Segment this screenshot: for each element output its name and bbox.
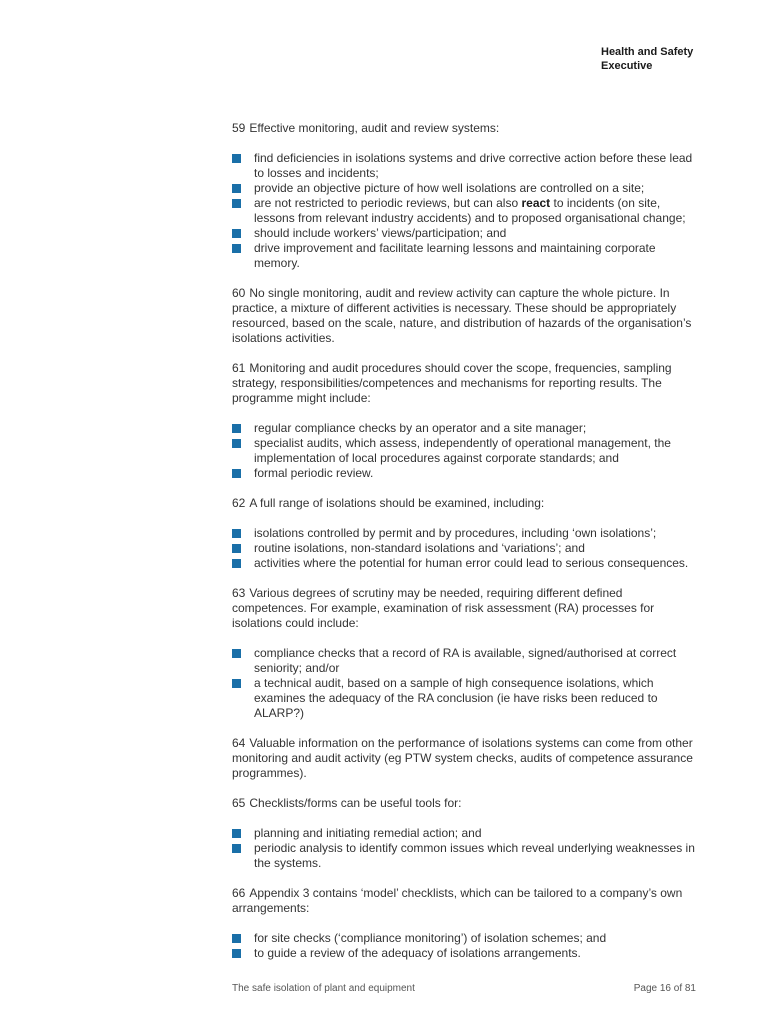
bullet-list-63 bbox=[232, 646, 696, 721]
square-bullet-icon bbox=[232, 829, 241, 838]
list-item bbox=[232, 931, 696, 946]
paragraph-text: Checklists/forms can be useful tools for: bbox=[249, 796, 462, 810]
list-item-text: periodic analysis to identify common issues which reveal underlying weaknesses in the systems. bbox=[254, 841, 695, 870]
list-item bbox=[232, 676, 696, 721]
list-item bbox=[232, 466, 696, 481]
square-bullet-icon bbox=[232, 244, 241, 253]
square-bullet-icon bbox=[232, 544, 241, 553]
square-bullet-icon bbox=[232, 439, 241, 448]
paragraph-number: 59 bbox=[232, 121, 246, 135]
organisation-name-line-1: Health and Safety bbox=[601, 46, 694, 58]
list-item bbox=[232, 226, 696, 241]
bullet-list-65 bbox=[232, 826, 696, 871]
list-item-text: specialist audits, which assess, independently of operational management, the implementation of local procedures against corporate standards; and bbox=[254, 436, 671, 465]
organisation-name-line-2: Executive bbox=[601, 60, 653, 72]
square-bullet-icon bbox=[232, 934, 241, 943]
list-item bbox=[232, 151, 696, 181]
bullet-list-59 bbox=[232, 151, 696, 271]
paragraph-number: 66 bbox=[232, 886, 246, 900]
list-item-text: planning and initiating remedial action; and bbox=[254, 826, 482, 840]
list-item bbox=[232, 646, 696, 676]
paragraph-text: Valuable information on the performance of isolations systems can come from other monitoring and audit activity (eg PTW system checks, audits of competence assurance programmes). bbox=[232, 736, 693, 780]
list-item bbox=[232, 196, 696, 226]
page-number: Page 16 of 81 bbox=[633, 983, 696, 994]
list-item-text: a technical audit, based on a sample of high consequence isolations, which examines the adequacy of the RA conclusion (ie have risks been reduced to ALARP?) bbox=[254, 676, 658, 720]
list-item-text: formal periodic review. bbox=[254, 466, 374, 480]
list-item bbox=[232, 826, 696, 841]
square-bullet-icon bbox=[232, 469, 241, 478]
list-item-text: drive improvement and facilitate learning lessons and maintaining corporate memory. bbox=[254, 241, 656, 270]
list-item-text: find deficiencies in isolations systems and drive corrective action before these lead to losses and incidents; bbox=[254, 151, 693, 180]
paragraph-62 bbox=[232, 496, 696, 511]
document-title: The safe isolation of plant and equipment bbox=[232, 983, 415, 994]
square-bullet-icon bbox=[232, 184, 241, 193]
square-bullet-icon bbox=[232, 679, 241, 688]
paragraph-number: 62 bbox=[232, 496, 246, 510]
page-footer bbox=[232, 983, 696, 995]
paragraph-text: A full range of isolations should be examined, including: bbox=[249, 496, 545, 510]
emphasis-react: react bbox=[521, 196, 551, 210]
square-bullet-icon bbox=[232, 154, 241, 163]
list-item-text-pre: are not restricted to periodic reviews, but can also bbox=[254, 196, 522, 210]
document-body bbox=[232, 121, 696, 976]
list-item-text: activities where the potential for human error could lead to serious consequences. bbox=[254, 556, 689, 570]
list-item-text: routine isolations, non-standard isolations and ‘variations’; and bbox=[254, 541, 585, 555]
list-item-text: regular compliance checks by an operator and a site manager; bbox=[254, 421, 587, 435]
square-bullet-icon bbox=[232, 949, 241, 958]
square-bullet-icon bbox=[232, 424, 241, 433]
square-bullet-icon bbox=[232, 559, 241, 568]
list-item-text: for site checks (‘compliance monitoring’) of isolation schemes; and bbox=[254, 931, 607, 945]
list-item-text-post: to incidents (on site, lessons from relevant industry accidents) and to proposed organisational change; bbox=[254, 196, 686, 225]
square-bullet-icon bbox=[232, 844, 241, 853]
list-item bbox=[232, 526, 696, 541]
list-item-text: to guide a review of the adequacy of isolations arrangements. bbox=[254, 946, 581, 960]
paragraph-59 bbox=[232, 121, 696, 136]
list-item bbox=[232, 181, 696, 196]
list-item bbox=[232, 541, 696, 556]
list-item-text: provide an objective picture of how well isolations are controlled on a site; bbox=[254, 181, 645, 195]
paragraph-61 bbox=[232, 361, 696, 406]
list-item bbox=[232, 436, 696, 466]
paragraph-text: Appendix 3 contains ‘model’ checklists, which can be tailored to a company’s own arrangements: bbox=[232, 886, 683, 915]
list-item bbox=[232, 556, 696, 571]
paragraph-text: Monitoring and audit procedures should cover the scope, frequencies, sampling strategy, responsibilities/competences and mechanisms for reporting results. The programme might include: bbox=[232, 361, 672, 405]
paragraph-number: 64 bbox=[232, 736, 246, 750]
bullet-list-61 bbox=[232, 421, 696, 481]
square-bullet-icon bbox=[232, 529, 241, 538]
square-bullet-icon bbox=[232, 199, 241, 208]
paragraph-60 bbox=[232, 286, 696, 346]
paragraph-65 bbox=[232, 796, 696, 811]
paragraph-text: Various degrees of scrutiny may be needed, requiring different defined competences. For example, examination of risk assessment (RA) processes for isolations could include: bbox=[232, 586, 655, 630]
list-item-text: compliance checks that a record of RA is available, signed/authorised at correct seniority; and/or bbox=[254, 646, 677, 675]
paragraph-63 bbox=[232, 586, 696, 631]
bullet-list-62 bbox=[232, 526, 696, 571]
paragraph-text: Effective monitoring, audit and review systems: bbox=[249, 121, 500, 135]
paragraph-number: 63 bbox=[232, 586, 246, 600]
square-bullet-icon bbox=[232, 229, 241, 238]
list-item bbox=[232, 241, 696, 271]
list-item-text: isolations controlled by permit and by procedures, including ‘own isolations’; bbox=[254, 526, 657, 540]
paragraph-64 bbox=[232, 736, 696, 781]
paragraph-number: 65 bbox=[232, 796, 246, 810]
list-item bbox=[232, 421, 696, 436]
list-item-text: should include workers’ views/participation; and bbox=[254, 226, 507, 240]
paragraph-number: 60 bbox=[232, 286, 246, 300]
paragraph-number: 61 bbox=[232, 361, 246, 375]
bullet-list-66 bbox=[232, 931, 696, 961]
paragraph-66 bbox=[232, 886, 696, 916]
list-item bbox=[232, 841, 696, 871]
square-bullet-icon bbox=[232, 649, 241, 658]
organisation-name bbox=[601, 45, 693, 73]
list-item bbox=[232, 946, 696, 961]
paragraph-text: No single monitoring, audit and review activity can capture the whole picture. In practice, a mixture of different activities is necessary. These should be appropriately resourced, based on the scale, nature, and distribution of hazards of the organisation’s isolations activities. bbox=[232, 286, 692, 345]
